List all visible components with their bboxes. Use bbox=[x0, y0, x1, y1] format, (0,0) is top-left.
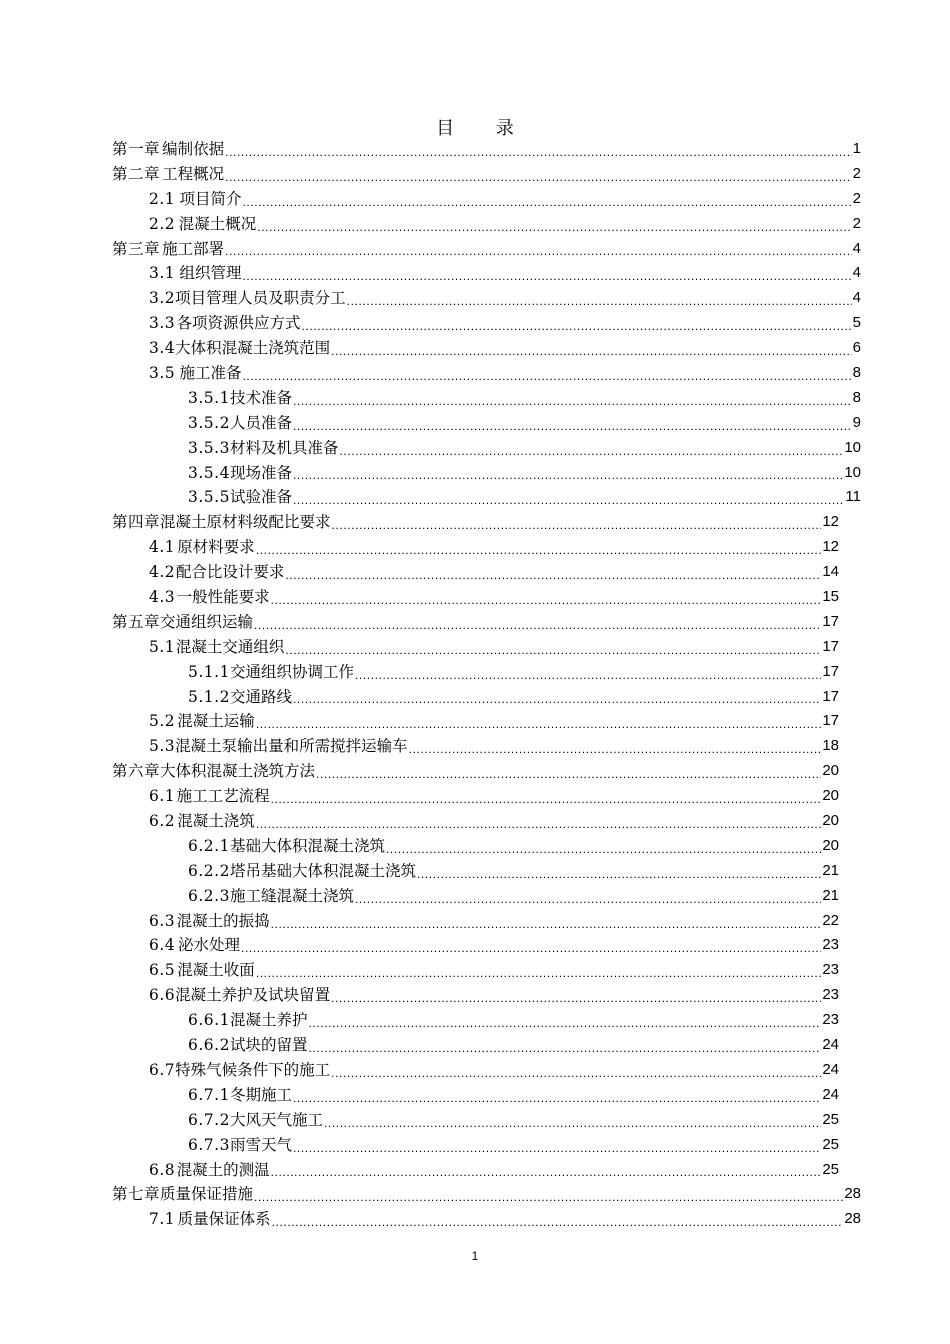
toc-dot-leader bbox=[271, 789, 822, 809]
toc-entry-page: 9 bbox=[852, 413, 861, 431]
toc-dot-leader bbox=[355, 665, 821, 685]
toc-entry-number: 6.7.1 bbox=[188, 1085, 230, 1104]
toc-entry-number: 第三章 bbox=[112, 239, 161, 258]
toc-entry-number: 4.1 bbox=[149, 538, 176, 557]
toc-entry-number: 4.2 bbox=[149, 563, 176, 582]
toc-entry-page: 23 bbox=[822, 1011, 839, 1029]
toc-entry[interactable] bbox=[112, 1083, 861, 1108]
toc-entry-page: 2 bbox=[852, 214, 861, 232]
toc-entry-number: 3.5.3 bbox=[188, 438, 230, 457]
toc-entry-label: 混凝土养护及试块留置 bbox=[175, 986, 331, 1005]
toc-entry[interactable] bbox=[112, 1158, 861, 1183]
toc-dot-leader bbox=[409, 739, 822, 759]
toc-dot-leader bbox=[293, 490, 844, 510]
toc-entry-page: 10 bbox=[844, 463, 861, 481]
page-number: 1 bbox=[471, 1249, 479, 1263]
toc-entry-page: 25 bbox=[822, 1160, 839, 1178]
toc-entry-number: 3.5.4 bbox=[188, 463, 230, 482]
toc-entry-number: 5.3 bbox=[149, 737, 176, 756]
toc-entry-page: 10 bbox=[844, 438, 861, 456]
toc-entry-number: 6.5 bbox=[149, 961, 176, 980]
toc-entry-number: 第四章 bbox=[112, 513, 161, 532]
toc-entry-label: 施工部署 bbox=[162, 239, 225, 258]
toc-entry[interactable] bbox=[112, 485, 861, 510]
toc-entry-label: 试验准备 bbox=[229, 488, 292, 507]
toc-dot-leader bbox=[308, 1038, 821, 1058]
toc-entry[interactable] bbox=[112, 261, 861, 286]
toc-entry[interactable] bbox=[112, 1058, 861, 1083]
toc-entry-label: 混凝土概况 bbox=[178, 214, 257, 233]
toc-entry-page: 17 bbox=[822, 712, 839, 730]
toc-entry-page: 1 bbox=[852, 139, 861, 157]
toc-entry-label: 各项资源供应方式 bbox=[176, 314, 301, 333]
toc-dot-leader bbox=[316, 764, 821, 784]
toc-entry-label: 项目简介 bbox=[179, 189, 242, 208]
toc-entry[interactable] bbox=[112, 784, 861, 809]
toc-entry[interactable] bbox=[112, 162, 861, 187]
toc-entry[interactable] bbox=[112, 1207, 861, 1232]
toc-entry-page: 24 bbox=[822, 1085, 839, 1103]
toc-dot-leader bbox=[293, 416, 852, 436]
toc-entry-page: 20 bbox=[822, 762, 839, 780]
toc-entry-label: 工程概况 bbox=[162, 164, 225, 183]
toc-entry-number: 6.7 bbox=[149, 1060, 176, 1079]
toc-dot-leader bbox=[254, 615, 821, 635]
toc-dot-leader bbox=[225, 241, 851, 261]
toc-dot-leader bbox=[257, 217, 851, 237]
toc-entry-page: 2 bbox=[852, 164, 861, 182]
toc-entry[interactable] bbox=[112, 1108, 861, 1133]
toc-entry[interactable] bbox=[112, 809, 861, 834]
toc-entry-label: 混凝土养护 bbox=[229, 1011, 308, 1030]
toc-entry-page: 17 bbox=[822, 662, 839, 680]
toc-entry-page: 23 bbox=[822, 961, 839, 979]
toc-entry-label: 项目管理人员及职责分工 bbox=[175, 289, 346, 308]
toc-entry[interactable] bbox=[112, 759, 861, 784]
toc-entry-label: 技术准备 bbox=[229, 388, 292, 407]
toc-dot-leader bbox=[331, 988, 821, 1008]
toc-entry[interactable] bbox=[112, 909, 861, 934]
toc-entry-number: 3.1 bbox=[149, 264, 176, 283]
toc-entry[interactable] bbox=[112, 983, 861, 1008]
toc-entry[interactable] bbox=[112, 187, 861, 212]
toc-dot-leader bbox=[417, 864, 821, 884]
toc-dot-leader bbox=[271, 914, 822, 934]
toc-entry-page: 20 bbox=[822, 836, 839, 854]
toc-dot-leader bbox=[293, 689, 821, 709]
toc-entry-number: 第五章 bbox=[112, 612, 161, 631]
toc-dot-leader bbox=[308, 1013, 821, 1033]
toc-dot-leader bbox=[331, 341, 851, 361]
toc-entry-page: 21 bbox=[822, 861, 839, 879]
toc-entry-page: 2 bbox=[852, 189, 861, 207]
toc-entry[interactable] bbox=[112, 610, 861, 635]
toc-entry-label: 塔吊基础大体积混凝土浇筑 bbox=[229, 861, 416, 880]
toc-entry[interactable] bbox=[112, 461, 861, 486]
toc-entry-label: 混凝土运输 bbox=[177, 712, 255, 731]
toc-entry-page: 17 bbox=[822, 612, 839, 630]
toc-entry-number: 6.2.2 bbox=[188, 861, 230, 880]
toc-title: 目 录 bbox=[436, 118, 532, 139]
toc-entry-number: 6.6.1 bbox=[188, 1011, 230, 1030]
toc-entry-page: 22 bbox=[822, 911, 839, 929]
toc-entry-label: 现场准备 bbox=[229, 463, 292, 482]
toc-entry-number: 3.5 bbox=[149, 364, 176, 382]
toc-entry[interactable] bbox=[112, 1008, 861, 1033]
toc-entry[interactable] bbox=[112, 1182, 861, 1207]
toc-entry-page: 15 bbox=[822, 588, 839, 606]
toc-entry-label: 泌水处理 bbox=[178, 936, 241, 955]
toc-dot-leader bbox=[293, 1088, 821, 1108]
toc-entry-number: 第二章 bbox=[112, 164, 161, 183]
toc-dot-leader bbox=[254, 1187, 843, 1207]
toc-entry-page: 6 bbox=[852, 339, 861, 357]
toc-entry-page: 8 bbox=[852, 364, 861, 381]
toc-entry[interactable] bbox=[112, 386, 861, 411]
toc-entry-label: 交通路线 bbox=[229, 687, 292, 706]
toc-dot-leader bbox=[256, 814, 822, 834]
toc-entry-label: 施工工艺流程 bbox=[176, 787, 270, 806]
toc-entry-number: 6.7.2 bbox=[188, 1110, 230, 1129]
toc-entry[interactable] bbox=[112, 709, 861, 734]
toc-entry-number: 2.1 bbox=[149, 189, 176, 208]
toc-entry[interactable] bbox=[112, 1133, 861, 1158]
toc-entry-number: 4.3 bbox=[149, 588, 176, 607]
toc-entry[interactable] bbox=[112, 635, 861, 660]
toc-entry[interactable] bbox=[112, 1033, 861, 1058]
toc-entry-label: 交通组织运输 bbox=[160, 612, 254, 631]
toc-entry[interactable] bbox=[112, 734, 861, 759]
toc-entry-label: 大体积混凝土浇筑范围 bbox=[175, 339, 331, 358]
toc-entry[interactable] bbox=[112, 660, 861, 685]
toc-entry-number: 3.4 bbox=[149, 339, 176, 358]
toc-entry-label: 基础大体积混凝土浇筑 bbox=[229, 836, 385, 855]
toc-entry[interactable] bbox=[112, 560, 861, 585]
toc-entry-label: 原材料要求 bbox=[177, 538, 255, 557]
toc-entry-number: 6.2.1 bbox=[188, 836, 230, 855]
toc-dot-leader bbox=[347, 291, 852, 311]
toc-entry-label: 组织管理 bbox=[179, 264, 242, 283]
toc-entry-number: 2.2 bbox=[149, 214, 176, 233]
toc-entry-page: 28 bbox=[844, 1210, 861, 1228]
toc-entry[interactable] bbox=[112, 212, 861, 237]
toc-dot-leader bbox=[386, 839, 821, 859]
toc-dot-leader bbox=[243, 266, 852, 286]
toc-dot-leader bbox=[271, 1162, 822, 1182]
toc-entry[interactable] bbox=[112, 535, 861, 560]
toc-dot-leader bbox=[293, 465, 843, 485]
toc-entry-label: 混凝土收面 bbox=[177, 961, 255, 980]
toc-entry-number: 5.1 bbox=[149, 637, 176, 656]
toc-entry[interactable] bbox=[112, 286, 861, 311]
toc-entry-page: 28 bbox=[844, 1185, 861, 1203]
toc-entry-number: 5.1.2 bbox=[188, 687, 230, 706]
toc-entry-number: 6.1 bbox=[149, 787, 176, 806]
toc-entry-label: 混凝土泵输出量和所需搅拌运输车 bbox=[175, 737, 408, 756]
toc-dot-leader bbox=[355, 889, 821, 909]
toc-entry-number: 3.5.5 bbox=[188, 488, 230, 507]
toc-entry-label: 质量保证体系 bbox=[177, 1210, 271, 1229]
toc-entry-page: 12 bbox=[822, 538, 839, 556]
toc-entry-label: 冬期施工 bbox=[229, 1085, 292, 1104]
toc-entry-number: 第一章 bbox=[112, 139, 161, 158]
toc-dot-leader bbox=[332, 515, 822, 535]
toc-entry-page: 24 bbox=[822, 1036, 839, 1054]
toc-dot-leader bbox=[293, 1138, 821, 1158]
toc-entry[interactable] bbox=[112, 585, 861, 610]
toc-dot-leader bbox=[285, 640, 821, 660]
toc-dot-leader bbox=[243, 366, 852, 386]
toc-entry-label: 编制依据 bbox=[162, 139, 225, 158]
toc-entry-label: 交通组织协调工作 bbox=[229, 662, 354, 681]
toc-dot-leader bbox=[302, 316, 852, 336]
toc-dot-leader bbox=[331, 1063, 821, 1083]
toc-entry-page: 25 bbox=[822, 1110, 839, 1128]
toc-dot-leader bbox=[339, 441, 843, 461]
toc-entry-label: 一般性能要求 bbox=[176, 588, 270, 607]
toc-entry[interactable] bbox=[112, 834, 861, 859]
toc-dot-leader bbox=[243, 192, 852, 212]
toc-entry-page: 4 bbox=[852, 264, 861, 282]
toc-entry-number: 3.5.2 bbox=[188, 413, 230, 432]
toc-entry-page: 5 bbox=[852, 314, 861, 332]
toc-entry[interactable] bbox=[112, 934, 861, 959]
toc-entry-label: 施工准备 bbox=[179, 364, 242, 382]
toc-entry[interactable] bbox=[112, 336, 861, 361]
toc-entry-label: 试块的留置 bbox=[229, 1036, 308, 1055]
toc-entry-page: 21 bbox=[822, 886, 839, 904]
toc-entry-label: 材料及机具准备 bbox=[229, 438, 339, 457]
toc-entry-label: 混凝土浇筑 bbox=[177, 812, 255, 831]
toc-dot-leader bbox=[225, 142, 851, 162]
toc-entry-number: 7.1 bbox=[149, 1210, 176, 1229]
toc-entry-label: 混凝土的振捣 bbox=[176, 911, 270, 930]
toc-entry-page: 24 bbox=[822, 1060, 839, 1078]
toc-entry-page: 25 bbox=[822, 1135, 839, 1153]
toc-entry-number: 6.7.3 bbox=[188, 1135, 230, 1154]
toc-entry[interactable] bbox=[112, 884, 861, 909]
toc-dot-leader bbox=[272, 1212, 844, 1232]
toc-entry-label: 大体积混凝土浇筑方法 bbox=[160, 762, 316, 781]
toc-dot-leader bbox=[285, 565, 821, 585]
toc-entry-page: 4 bbox=[852, 239, 861, 257]
toc-entry-page: 17 bbox=[822, 687, 839, 705]
toc-entry-label: 大风天气施工 bbox=[229, 1110, 323, 1129]
toc-entry-number: 6.6 bbox=[149, 986, 176, 1005]
toc-entry-number: 第七章 bbox=[112, 1185, 161, 1204]
toc-entry-number: 3.3 bbox=[149, 314, 176, 333]
toc-entry-label: 混凝土交通组织 bbox=[175, 637, 285, 656]
toc-dot-leader bbox=[256, 963, 822, 983]
toc-dot-leader bbox=[293, 391, 852, 411]
toc-entry[interactable] bbox=[112, 685, 861, 710]
toc-dot-leader bbox=[271, 590, 822, 610]
toc-entry-label: 混凝土的测温 bbox=[176, 1160, 270, 1179]
toc-entry-page: 20 bbox=[822, 812, 839, 830]
toc-dot-leader bbox=[256, 714, 822, 734]
toc-entry[interactable] bbox=[112, 411, 861, 436]
toc-entry-label: 施工缝混凝土浇筑 bbox=[229, 886, 354, 905]
toc-entry-number: 6.2 bbox=[149, 812, 176, 831]
toc-entry[interactable] bbox=[112, 237, 861, 262]
toc-entry-number: 3.2 bbox=[149, 289, 176, 308]
toc-entry-number: 6.4 bbox=[149, 936, 176, 955]
toc-entry-page: 4 bbox=[852, 289, 861, 307]
toc-entry-label: 雨雪天气 bbox=[229, 1135, 292, 1154]
toc-entry-number: 5.1.1 bbox=[188, 662, 230, 681]
toc-entry-number: 6.6.2 bbox=[188, 1036, 230, 1055]
toc-entry[interactable] bbox=[112, 361, 861, 386]
toc-entry-label: 混凝土原材料级配比要求 bbox=[160, 513, 331, 532]
toc-entry[interactable] bbox=[112, 958, 861, 983]
toc-entry-label: 特殊气候条件下的施工 bbox=[175, 1060, 331, 1079]
toc-entry-number: 6.2.3 bbox=[188, 886, 230, 905]
toc-entry-label: 配合比设计要求 bbox=[175, 563, 285, 582]
toc-dot-leader bbox=[256, 540, 822, 560]
toc-entry-page: 20 bbox=[822, 787, 839, 805]
toc-entry-page: 8 bbox=[852, 388, 861, 406]
toc-entry-number: 6.8 bbox=[149, 1160, 176, 1179]
toc-dot-leader bbox=[225, 167, 851, 187]
toc-entry-label: 人员准备 bbox=[229, 413, 292, 432]
toc-entry-number: 3.5.1 bbox=[188, 388, 230, 407]
toc-entry-page: 14 bbox=[822, 563, 839, 581]
toc-entry[interactable] bbox=[112, 859, 861, 884]
toc-entry-page: 23 bbox=[822, 986, 839, 1004]
toc-entry[interactable] bbox=[112, 510, 861, 535]
toc-entry-page: 11 bbox=[845, 488, 861, 506]
toc-entry[interactable] bbox=[112, 436, 861, 461]
table-of-contents bbox=[112, 137, 861, 1232]
toc-entry-page: 23 bbox=[822, 936, 839, 954]
toc-entry-page: 12 bbox=[822, 513, 839, 531]
toc-entry-number: 第六章 bbox=[112, 762, 161, 781]
toc-entry[interactable] bbox=[112, 137, 861, 162]
toc-entry-number: 5.2 bbox=[149, 712, 176, 731]
toc-dot-leader bbox=[241, 938, 821, 958]
toc-entry-number: 6.3 bbox=[149, 911, 176, 930]
toc-entry-page: 18 bbox=[822, 737, 839, 755]
toc-entry[interactable] bbox=[112, 311, 861, 336]
toc-entry-label: 质量保证措施 bbox=[160, 1185, 254, 1204]
toc-entry-page: 17 bbox=[822, 637, 839, 655]
toc-dot-leader bbox=[324, 1113, 821, 1133]
